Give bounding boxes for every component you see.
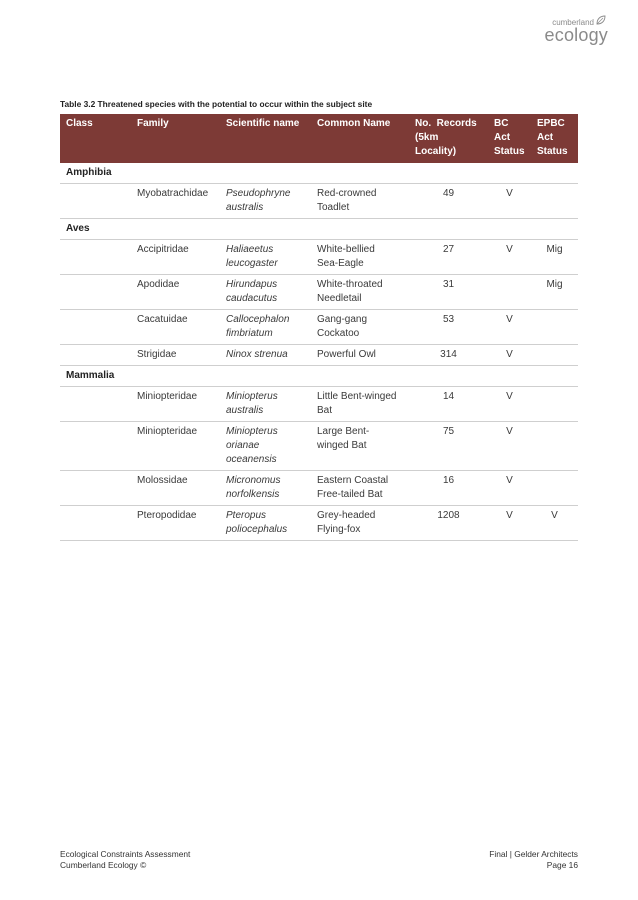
cell-epbc-status <box>531 387 578 422</box>
cell-class <box>60 387 131 422</box>
footer-left <box>60 849 190 871</box>
cell-bc-status: V <box>488 240 531 275</box>
header-scientific-name: Scientific name <box>220 114 311 163</box>
cell-epbc-status: Mig <box>531 275 578 310</box>
cell-epbc-status: V <box>531 506 578 541</box>
cell-family: Miniopteridae <box>131 422 220 471</box>
table-row <box>60 422 578 471</box>
cell-records: 16 <box>409 471 488 506</box>
header-family: Family <box>131 114 220 163</box>
cell-scientific-name: Hirundapus caudacutus <box>220 275 311 310</box>
cell-scientific-name: Miniopterus orianae oceanensis <box>220 422 311 471</box>
logo-top-word: cumberland <box>552 18 594 27</box>
cell-bc-status: V <box>488 422 531 471</box>
cell-family: Accipitridae <box>131 240 220 275</box>
cell-common-name: Grey-headed Flying-fox <box>311 506 409 541</box>
leaf-icon <box>596 15 606 25</box>
header-common-name: Common Name <box>311 114 409 163</box>
cell-class <box>60 345 131 366</box>
header-bc-act-status: BC Act Status <box>488 114 531 163</box>
cell-scientific-name: Pteropus poliocephalus <box>220 506 311 541</box>
cell-bc-status: V <box>488 506 531 541</box>
cell-common-name: Little Bent-winged Bat <box>311 387 409 422</box>
cell-class <box>60 471 131 506</box>
footer-copyright: Cumberland Ecology © <box>60 860 147 870</box>
cell-common-name: Powerful Owl <box>311 345 409 366</box>
table-row <box>60 240 578 275</box>
footer-status-client: Final | Gelder Architects <box>489 849 578 859</box>
cell-family: Myobatrachidae <box>131 184 220 219</box>
cell-epbc-status <box>531 310 578 345</box>
table-row <box>60 345 578 366</box>
cell-scientific-name: Ninox strenua <box>220 345 311 366</box>
cell-common-name: Large Bent- winged Bat <box>311 422 409 471</box>
company-logo <box>545 18 608 43</box>
header-epbc-act-status: EPBC Act Status <box>531 114 578 163</box>
cell-epbc-status <box>531 184 578 219</box>
cell-epbc-status <box>531 471 578 506</box>
table-row <box>60 506 578 541</box>
table-row <box>60 275 578 310</box>
cell-family: Apodidae <box>131 275 220 310</box>
cell-records: 31 <box>409 275 488 310</box>
cell-records: 314 <box>409 345 488 366</box>
cell-class <box>60 275 131 310</box>
class-row-mammalia <box>60 366 578 387</box>
class-label: Aves <box>60 219 578 240</box>
cell-class <box>60 310 131 345</box>
cell-class <box>60 184 131 219</box>
cell-records: 27 <box>409 240 488 275</box>
cell-common-name: Gang-gang Cockatoo <box>311 310 409 345</box>
cell-common-name: Eastern Coastal Free-tailed Bat <box>311 471 409 506</box>
cell-family: Strigidae <box>131 345 220 366</box>
cell-bc-status: V <box>488 310 531 345</box>
cell-bc-status: V <box>488 387 531 422</box>
cell-scientific-name: Callocephalon fimbriatum <box>220 310 311 345</box>
cell-family: Pteropodidae <box>131 506 220 541</box>
cell-family: Miniopteridae <box>131 387 220 422</box>
cell-records: 75 <box>409 422 488 471</box>
table-row <box>60 387 578 422</box>
header-class: Class <box>60 114 131 163</box>
cell-common-name: White-throated Needletail <box>311 275 409 310</box>
cell-bc-status <box>488 275 531 310</box>
cell-scientific-name: Pseudophryne australis <box>220 184 311 219</box>
cell-class <box>60 240 131 275</box>
logo-bottom-text: ecology <box>544 25 608 45</box>
class-label: Amphibia <box>60 163 578 184</box>
footer-document-title: Ecological Constraints Assessment <box>60 849 191 859</box>
cell-class <box>60 422 131 471</box>
class-row-aves <box>60 219 578 240</box>
footer-page-number: Page 16 <box>546 860 578 870</box>
footer-right <box>489 849 578 871</box>
table-row <box>60 184 578 219</box>
cell-records: 14 <box>409 387 488 422</box>
cell-records: 1208 <box>409 506 488 541</box>
cell-scientific-name: Micronomus norfolkensis <box>220 471 311 506</box>
class-row-amphibia <box>60 163 578 184</box>
header-records: No. Records (5km Locality) <box>409 114 488 163</box>
cell-bc-status: V <box>488 184 531 219</box>
cell-records: 49 <box>409 184 488 219</box>
cell-scientific-name: Miniopterus australis <box>220 387 311 422</box>
cell-bc-status: V <box>488 471 531 506</box>
cell-family: Molossidae <box>131 471 220 506</box>
table-row <box>60 471 578 506</box>
class-label: Mammalia <box>60 366 578 387</box>
cell-common-name: White-bellied Sea-Eagle <box>311 240 409 275</box>
table-row <box>60 310 578 345</box>
cell-class <box>60 506 131 541</box>
cell-epbc-status: Mig <box>531 240 578 275</box>
cell-common-name: Red-crowned Toadlet <box>311 184 409 219</box>
cell-epbc-status <box>531 422 578 471</box>
cell-family: Cacatuidae <box>131 310 220 345</box>
cell-records: 53 <box>409 310 488 345</box>
table-caption: Table 3.2 Threatened species with the potential to occur within the subject site <box>60 99 373 109</box>
table-header-row <box>60 114 578 163</box>
cell-bc-status: V <box>488 345 531 366</box>
cell-epbc-status <box>531 345 578 366</box>
logo-top-text <box>545 18 608 27</box>
threatened-species-table <box>60 114 578 541</box>
cell-scientific-name: Haliaeetus leucogaster <box>220 240 311 275</box>
